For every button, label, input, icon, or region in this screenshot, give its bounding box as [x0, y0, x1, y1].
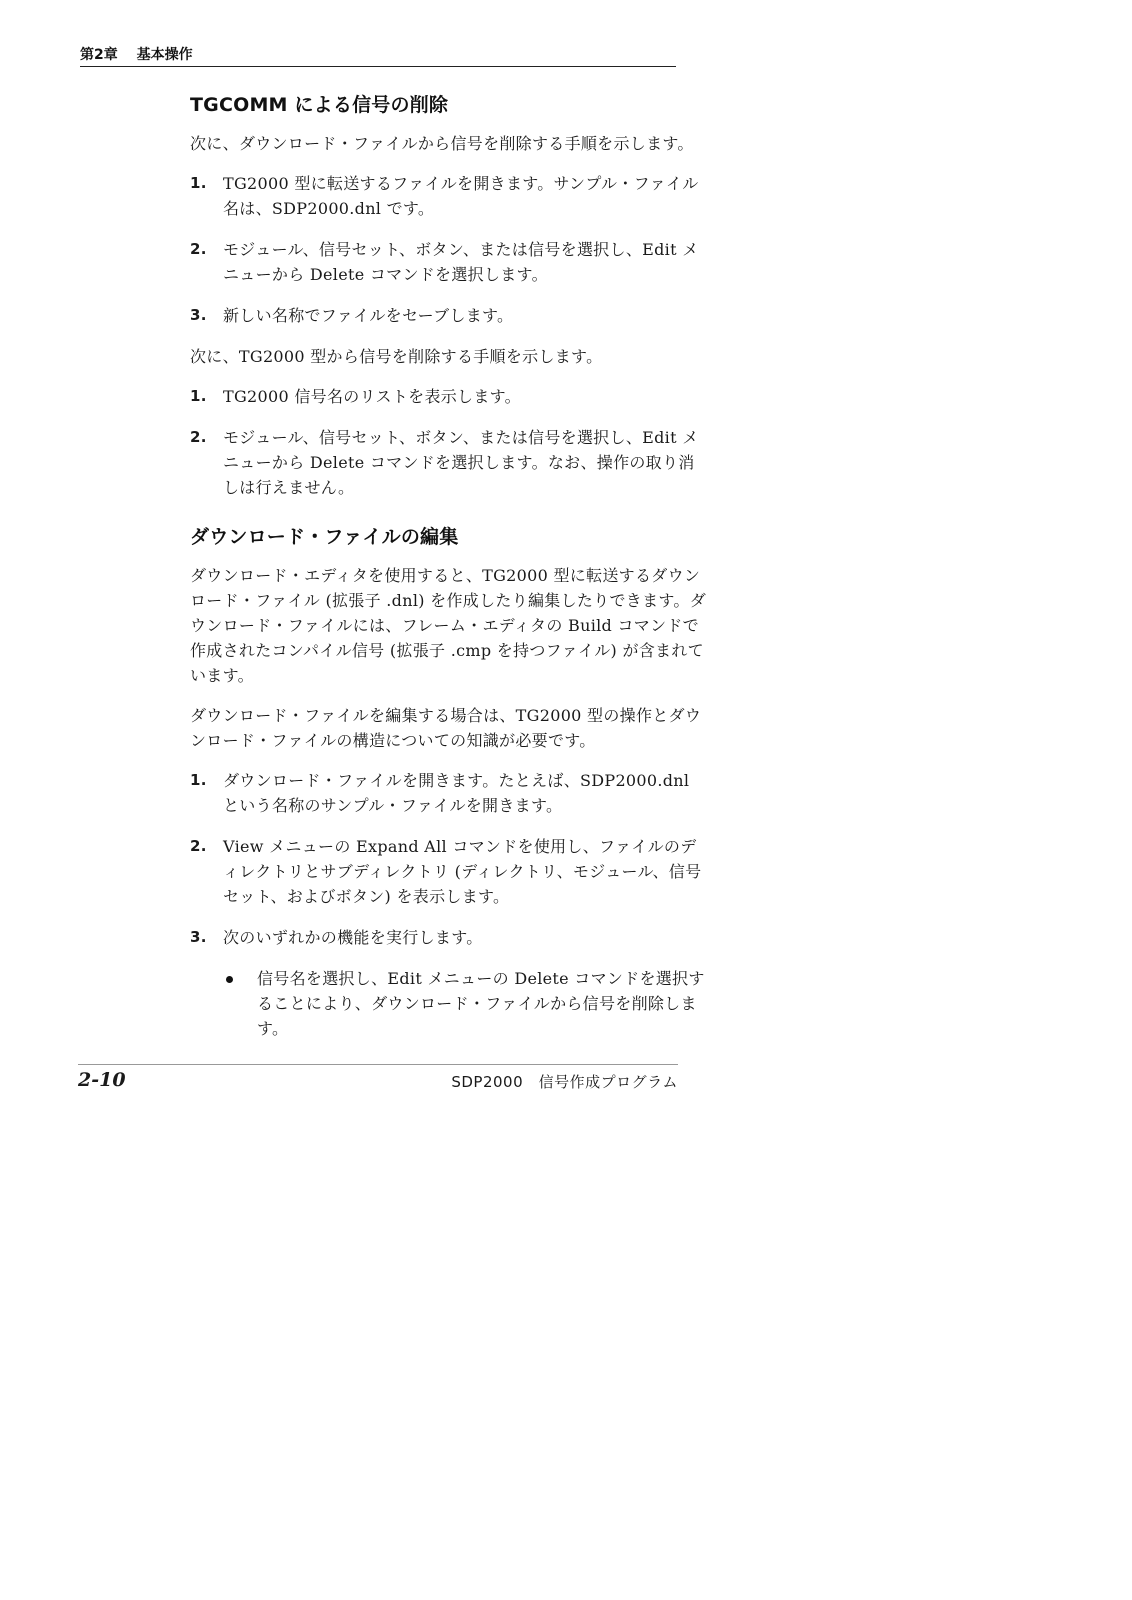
step-number: 1. — [190, 771, 207, 789]
bullet-text: 信号名を選択し、Edit メニューの Delete コマンドを選択することにより、ダウンロード・ファイルから信号を削除します。 — [257, 969, 705, 1038]
step-text: TG2000 型に転送するファイルを開きます。サンプル・ファイル名は、SDP2000.dnl です。 — [223, 174, 699, 218]
section1-steps — [190, 171, 710, 328]
bullet-item — [223, 966, 710, 1041]
list-item — [190, 768, 710, 818]
running-head — [80, 44, 676, 67]
step-number: 2. — [190, 837, 207, 855]
chapter-label: 第2章 — [80, 47, 118, 63]
step-text: ダウンロード・ファイルを開きます。たとえば、SDP2000.dnl という名称のサンプル・ファイルを開きます。 — [223, 771, 690, 815]
step-number: 2. — [190, 428, 207, 446]
book-title: SDP2000 信号作成プログラム — [451, 1073, 678, 1091]
list-item — [190, 171, 710, 221]
list-item — [190, 303, 710, 328]
page-number: 2-10 — [78, 1069, 126, 1091]
step-text: 新しい名称でファイルをセーブします。 — [223, 306, 514, 325]
section2-paragraph-2: ダウンロード・ファイルを編集する場合は、TG2000 型の操作とダウンロード・ファイルの構造についての知識が必要です。 — [190, 706, 702, 750]
section1-intro: 次に、ダウンロード・ファイルから信号を削除する手順を示します。 — [190, 134, 694, 153]
list-item — [190, 237, 710, 287]
step-text: View メニューの Expand All コマンドを使用し、ファイルのディレクトリとサブディレクトリ (ディレクトリ、モジュール、信号セット、およびボタン) を表示します。 — [223, 837, 702, 906]
section2-steps — [190, 768, 710, 950]
step-text: モジュール、信号セット、ボタン、または信号を選択し、Edit メニューから Delete コマンドを選択します。なお、操作の取り消しは行えません。 — [223, 428, 699, 497]
section1-steps2 — [190, 384, 710, 500]
bullet-dot-icon — [226, 976, 233, 983]
step-text: TG2000 信号名のリストを表示します。 — [223, 387, 521, 406]
step-number: 2. — [190, 240, 207, 258]
section-heading-delete-signal: TGCOMM による信号の削除 — [190, 94, 449, 116]
page-footer — [78, 1064, 678, 1095]
step-text: 次のいずれかの機能を実行します。 — [223, 928, 483, 947]
section-heading-edit-download-file: ダウンロード・ファイルの編集 — [190, 526, 459, 548]
chapter-title: 基本操作 — [136, 47, 193, 63]
list-item — [190, 384, 710, 409]
step-number: 3. — [190, 306, 207, 324]
section2-bullets — [190, 966, 710, 1041]
section1-intro2: 次に、TG2000 型から信号を削除する手順を示します。 — [190, 347, 603, 366]
step-number: 3. — [190, 928, 207, 946]
page-body — [190, 90, 710, 1041]
step-number: 1. — [190, 387, 207, 405]
list-item — [190, 834, 710, 909]
list-item — [190, 425, 710, 500]
list-item — [190, 925, 710, 950]
step-text: モジュール、信号セット、ボタン、または信号を選択し、Edit メニューから Delete コマンドを選択します。 — [223, 240, 699, 284]
section2-paragraph-1: ダウンロード・エディタを使用すると、TG2000 型に転送するダウンロード・ファイル (拡張子 .dnl) を作成したり編集したりできます。ダウンロード・ファイルには、フレーム・エディタの Build コマンドで作成されたコンパイル信号 (拡張子 .cmp を持つファイル) が含まれています。 — [190, 566, 706, 685]
step-number: 1. — [190, 174, 207, 192]
